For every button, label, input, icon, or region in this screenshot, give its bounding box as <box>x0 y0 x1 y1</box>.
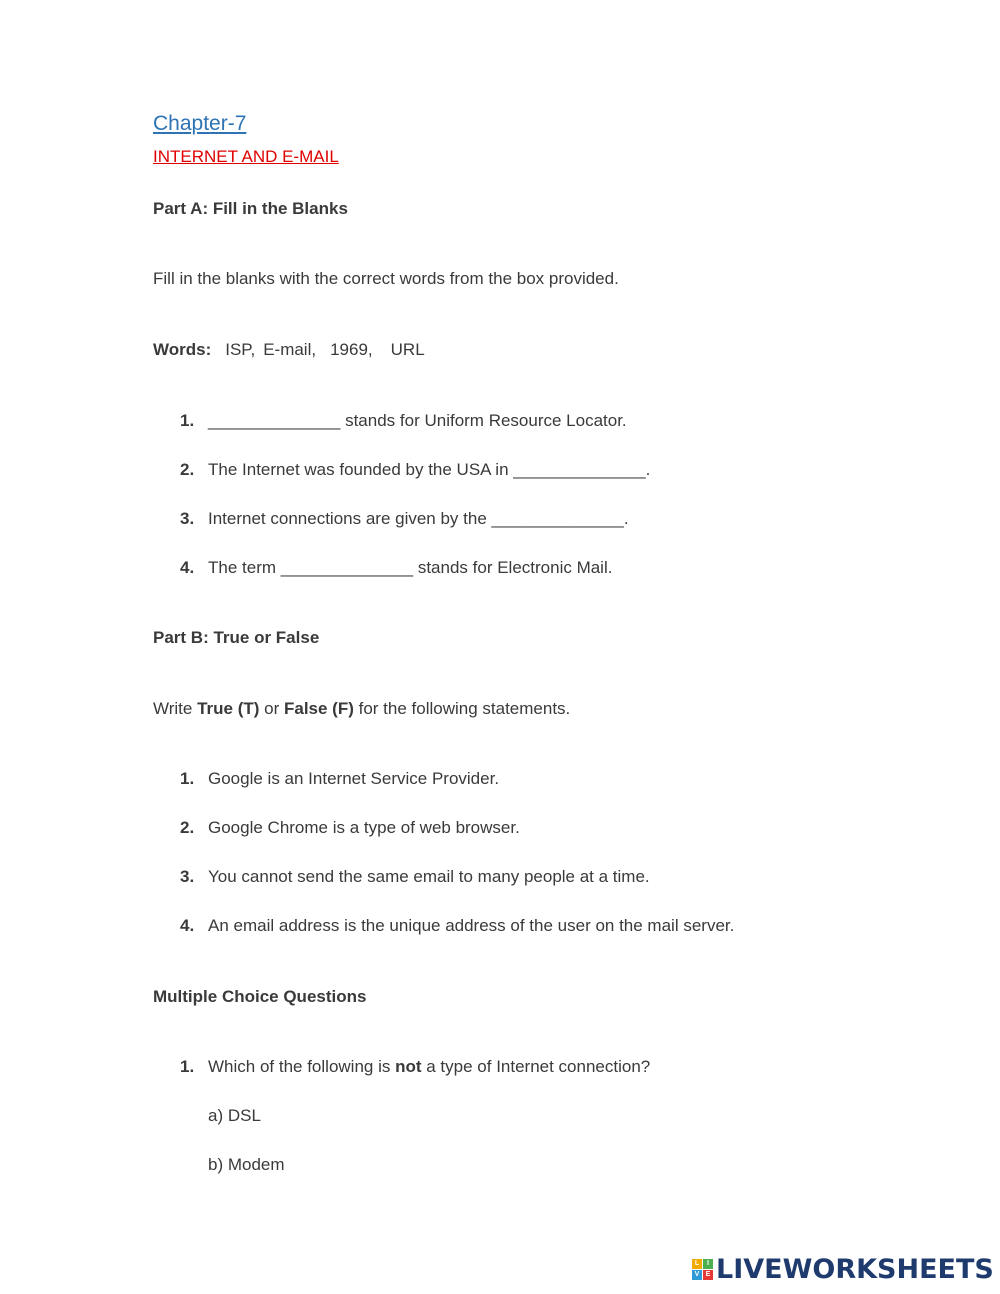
chapter-title[interactable]: Chapter-7 <box>153 112 247 135</box>
logo-tile: V <box>692 1270 702 1280</box>
word-item: ISP, <box>225 340 256 359</box>
question-number: 4. <box>180 916 195 935</box>
question-text: An email address is the unique address of the user on the mail server. <box>208 916 735 935</box>
tf-question <box>180 916 734 936</box>
tf-question <box>180 867 650 887</box>
question-number: 2. <box>180 818 195 837</box>
part-a-instruction: Fill in the blanks with the correct words from the box provided. <box>153 269 619 288</box>
question-number: 1. <box>180 1057 195 1076</box>
question-number: 3. <box>180 509 195 528</box>
fill-question <box>180 558 612 578</box>
mcq-option: a) DSL <box>208 1106 261 1125</box>
question-number: 1. <box>180 769 195 788</box>
part-b-heading: Part B: True or False <box>153 628 320 647</box>
mcq-question <box>180 1057 650 1077</box>
fill-question <box>180 460 650 480</box>
part-b-instruction <box>153 699 570 719</box>
instruction-text: or <box>259 699 284 718</box>
logo-tile: I <box>703 1259 713 1269</box>
chapter-subtitle[interactable]: INTERNET AND E-MAIL <box>153 147 339 166</box>
logo-tile: E <box>703 1270 713 1280</box>
fill-question <box>180 509 629 529</box>
question-number: 4. <box>180 558 195 577</box>
logo-tile: L <box>692 1259 702 1269</box>
word-item: E-mail, <box>263 340 317 359</box>
question-text: Google Chrome is a type of web browser. <box>208 818 520 837</box>
mcq-option: b) Modem <box>208 1155 285 1174</box>
question-emphasis: not <box>395 1057 422 1076</box>
question-text: Google is an Internet Service Provider. <box>208 769 500 788</box>
question-text: Which of the following is <box>208 1057 396 1076</box>
words-label: Words: <box>153 340 212 359</box>
liveworksheets-logo[interactable] <box>692 1252 994 1286</box>
mcq-heading: Multiple Choice Questions <box>153 987 367 1006</box>
logo-icon <box>692 1259 713 1280</box>
question-text: Internet connections are given by the ______________. <box>208 509 629 528</box>
question-number: 2. <box>180 460 195 479</box>
instruction-false: False (F) <box>283 699 354 718</box>
question-text: ______________ stands for Uniform Resource Locator. <box>208 411 627 430</box>
tf-question <box>180 769 499 789</box>
word-item: 1969, <box>330 340 373 359</box>
part-a-heading: Part A: Fill in the Blanks <box>153 199 348 218</box>
question-number: 3. <box>180 867 195 886</box>
question-text: The term ______________ stands for Electronic Mail. <box>208 558 613 577</box>
instruction-text: for the following statements. <box>353 699 571 718</box>
words-list <box>211 340 424 359</box>
tf-question <box>180 818 520 838</box>
fill-question <box>180 411 627 431</box>
question-text: The Internet was founded by the USA in ______________. <box>208 460 651 479</box>
question-text: You cannot send the same email to many people at a time. <box>208 867 650 886</box>
word-box <box>153 340 425 360</box>
word-item: URL <box>390 340 425 359</box>
question-number: 1. <box>180 411 195 430</box>
instruction-true: True (T) <box>197 699 260 718</box>
logo-text: LIVEWORKSHEETS <box>716 1253 994 1285</box>
instruction-text: Write <box>153 699 198 718</box>
question-text: a type of Internet connection? <box>421 1057 651 1076</box>
